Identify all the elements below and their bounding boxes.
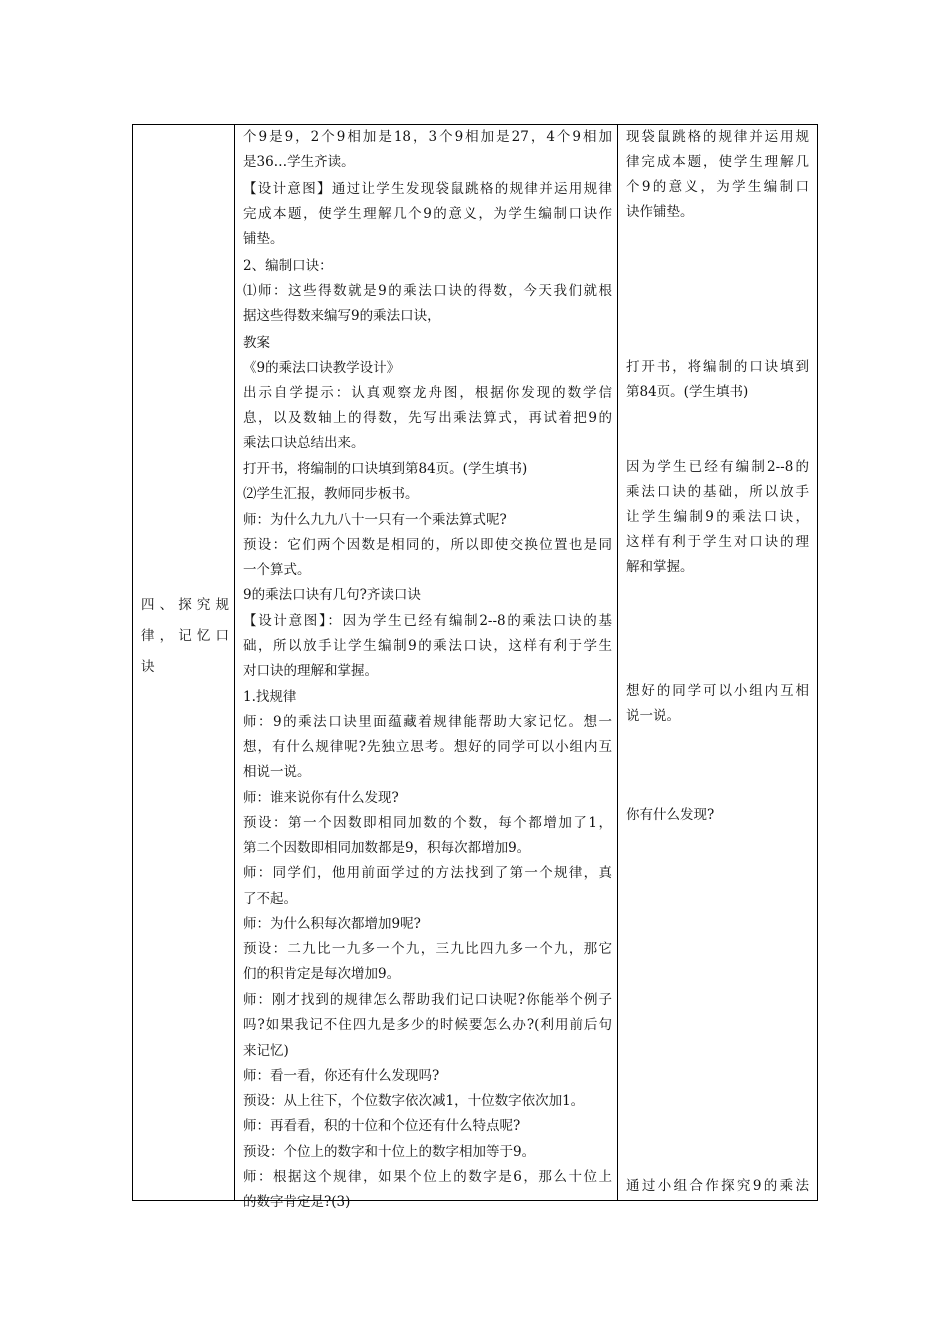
process-text-line: 相说一说。 xyxy=(243,764,311,780)
process-text-line: 第二个因数即相同加数都是9，积每次都增加9。 xyxy=(243,840,531,856)
note-text-line: 你有什么发现? xyxy=(626,807,715,823)
note-text-line: 让学生编制9的乘法口诀， xyxy=(626,509,809,525)
lesson-plan-table xyxy=(132,124,818,1210)
teaching-process-column xyxy=(235,125,618,1210)
process-text-line: 乘法口诀总结出来。 xyxy=(243,435,365,451)
note-text-line: 说一说。 xyxy=(626,708,680,724)
stage-column xyxy=(133,125,235,1200)
process-text-line: 吗?如果我记不住四九是多少的时候要怎么办?(利用前后句 xyxy=(243,1017,612,1033)
process-text-line: 们的积肯定是每次增加9。 xyxy=(243,966,401,982)
process-text-line: 师：再看看，积的十位和个位还有什么特点呢? xyxy=(243,1118,521,1134)
note-text-line: 乘法口诀的基础，所以放手 xyxy=(626,484,809,500)
process-text-line: 【设计意图】：因为学生已经有编制2--8的乘法口诀的基 xyxy=(243,613,612,629)
process-text-line: 来记忆) xyxy=(243,1043,289,1059)
note-text-line: 因为学生已经有编制2--8的 xyxy=(626,459,809,475)
process-text-line: 师：同学们，他用前面学过的方法找到了第一个规律，真 xyxy=(243,865,612,881)
note-text-line: 律完成本题，使学生理解几 xyxy=(626,154,809,170)
process-text-line: 对口诀的理解和掌握。 xyxy=(243,663,378,679)
process-text-line: 出示自学提示：认真观察龙舟图，根据你发现的数学信 xyxy=(243,385,612,401)
process-text-line: 预设：从上往下，个位数字依次减1，十位数字依次加1。 xyxy=(243,1093,585,1109)
process-text-line: 铺垫。 xyxy=(243,231,284,247)
process-text-line: 教案 xyxy=(243,335,270,351)
note-text-line: 第84页。(学生填书) xyxy=(626,384,749,400)
note-text-line: 通过小组合作探究9的乘法 xyxy=(626,1178,809,1194)
process-text-line: 预设：它们两个因数是相同的，所以即使交换位置也是同 xyxy=(243,537,612,553)
process-text-line: 息，以及数轴上的得数，先写出乘法算式，再试着把9的 xyxy=(243,410,612,426)
design-notes-column xyxy=(618,125,817,1200)
process-text-line: 打开书，将编制的口诀填到第84页。(学生填书) xyxy=(243,461,528,477)
process-text-line: 预设：第一个因数即相同加数的个数，每个都增加了1， xyxy=(243,815,612,831)
note-text-line: 解和掌握。 xyxy=(626,559,694,575)
process-text-line: 师：根据这个规律，如果个位上的数字是6，那么十位上 xyxy=(243,1169,612,1185)
process-text-line: ⑵学生汇报，教师同步板书。 xyxy=(243,486,419,502)
process-text-line: 想，有什么规律呢?先独立思考。想好的同学可以小组内互 xyxy=(243,739,612,755)
process-text-line: 一个算式。 xyxy=(243,562,311,578)
note-text-line: 这样有利于学生对口诀的理 xyxy=(626,534,809,550)
process-text-line: 个9是9，2个9相加是18，3个9相加是27，4个9相加 xyxy=(243,129,612,145)
process-text-line: 础，所以放手让学生编制9的乘法口诀，这样有利于学生 xyxy=(243,638,612,654)
process-text-line: 【设计意图】通过让学生发现袋鼠跳格的规律并运用规律 xyxy=(243,181,612,197)
process-text-line: 《9的乘法口诀教学设计》 xyxy=(243,360,401,376)
note-text-line: 现袋鼠跳格的规律并运用规 xyxy=(626,129,809,145)
note-text-line: 诀作铺垫。 xyxy=(626,204,694,220)
note-text-line: 个9的意义，为学生编制口 xyxy=(626,179,809,195)
process-text-line: 师：9的乘法口诀里面蕴藏着规律能帮助大家记忆。想一 xyxy=(243,714,612,730)
process-text-line: 师：为什么九九八十一只有一个乘法算式呢? xyxy=(243,512,507,528)
process-text-line: 了不起。 xyxy=(243,891,297,907)
process-text-line: 师：看一看，你还有什么发现吗? xyxy=(243,1068,440,1084)
note-text-line: 打开书，将编制的口诀填到 xyxy=(626,359,809,375)
process-text-line: 完成本题，使学生理解几个9的意义，为学生编制口诀作 xyxy=(243,206,612,222)
process-text-line: 据这些得数来编写9的乘法口诀， xyxy=(243,308,441,324)
stage-label-line: 律，记忆口 xyxy=(141,628,229,644)
process-text-line: 预设：二九比一九多一个九，三九比四九多一个九，那它 xyxy=(243,941,612,957)
process-text-line: 1.找规律 xyxy=(243,689,297,705)
process-text-line: 师：谁来说你有什么发现? xyxy=(243,790,399,806)
process-text-line: 师：刚才找到的规律怎么帮助我们记口诀呢?你能举个例子 xyxy=(243,992,612,1008)
note-text-line: 想好的同学可以小组内互相 xyxy=(626,683,809,699)
process-text-line: 2、编制口诀： xyxy=(243,258,333,274)
process-text-line: 师：为什么积每次都增加9呢? xyxy=(243,916,421,932)
stage-label-line: 诀 xyxy=(141,659,155,675)
process-text-line: ⑴师：这些得数就是9的乘法口诀的得数，今天我们就根 xyxy=(243,283,612,299)
process-text-line: 预设：个位上的数字和十位上的数字相加等于9。 xyxy=(243,1144,536,1160)
process-text-line: 9的乘法口诀有几句?齐读口诀 xyxy=(243,587,421,603)
process-text-line: 的数字肯定是?(3) xyxy=(243,1194,351,1210)
stage-label-line: 四、探究规 xyxy=(141,597,229,613)
process-text-line: 是36…学生齐读。 xyxy=(243,154,355,170)
stage-label xyxy=(141,590,229,683)
